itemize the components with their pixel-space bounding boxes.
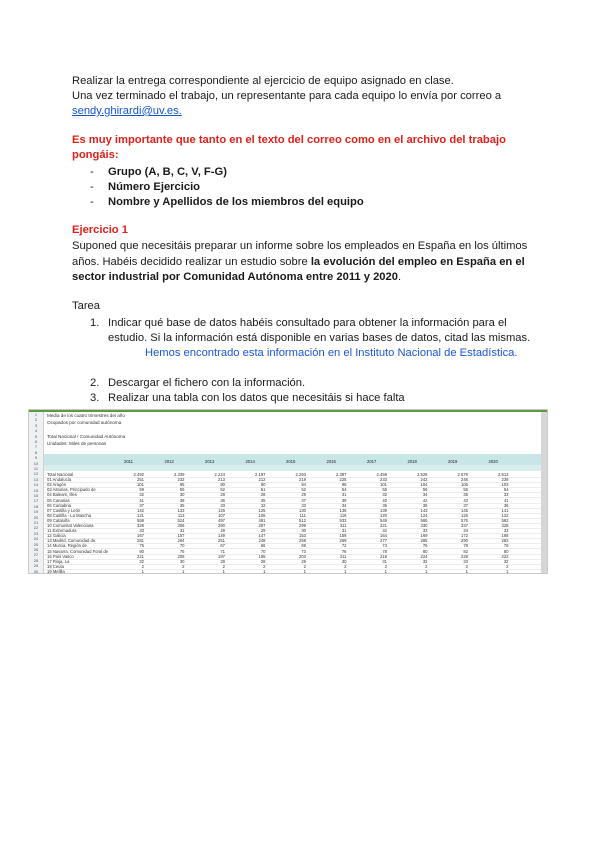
bullet-dash: -: [90, 181, 94, 193]
sheet-value-cell: 71: [220, 548, 225, 554]
sheet-region-label: 06 Cantabria: [47, 502, 71, 508]
sheet-value-cell: 126: [218, 507, 225, 513]
sheet-value-cell: 36: [220, 497, 225, 503]
sheet-value-cell: 36: [503, 502, 509, 508]
sheet-row-number: 17: [33, 498, 39, 504]
sheet-value-cell: 67: [220, 543, 225, 549]
task-number-2: 2.: [90, 377, 100, 389]
sheet-value-cell: 104: [420, 482, 428, 488]
email-line: [72, 104, 182, 119]
sheet-value-cell: 2: [506, 563, 509, 569]
sheet-value-cell: 107: [218, 512, 225, 518]
sheet-value-cell: 133: [177, 507, 185, 513]
sheet-region-label: 08 Castilla - La Mancha: [47, 512, 91, 518]
sheet-value-cell: 290: [218, 523, 225, 528]
sheet-value-cell: 56: [422, 487, 428, 493]
requirement-group: Grupo (A, B, C, V, F-G): [108, 166, 227, 178]
sheet-note-4: Unidades: Miles de personas: [47, 441, 107, 446]
sheet-value-cell: 32: [382, 492, 387, 498]
sheet-region-label: 01 Andalucía: [47, 477, 72, 483]
sheet-value-cell: 80: [422, 548, 428, 554]
sheet-row-number: 8: [34, 449, 38, 455]
sheet-value-cell: 232: [177, 477, 185, 483]
sheet-value-cell: 167: [137, 533, 144, 539]
sheet-region-label: 13 Madrid, Comunidad de: [47, 538, 96, 544]
exercise-paragraph-line-2: [72, 255, 525, 270]
sheet-value-cell: 549: [380, 517, 387, 523]
sheet-value-cell: 139: [380, 507, 387, 513]
task-1-line-2: estudio. Si la información está disponible en varias bases de datos, citad las mismas.: [108, 332, 531, 344]
sheet-row-number: 10: [33, 460, 39, 466]
sheet-value-cell: 2: [344, 563, 347, 569]
sheet-value-cell: 2: [263, 563, 266, 569]
sheet-value-cell: 124: [420, 512, 428, 518]
sheet-region-label: 10 Comunitat Valenciana: [47, 523, 94, 528]
sheet-value-cell: 283: [501, 538, 509, 544]
sheet-value-cell: 43: [463, 497, 468, 503]
sheet-row-number: 11: [33, 466, 39, 471]
sheet-value-cell: 32: [503, 558, 509, 564]
sheet-value-cell: 576: [461, 517, 468, 523]
sheet-value-cell: 242: [420, 477, 428, 483]
sheet-value-cell: 2.459: [376, 472, 387, 477]
sheet-value-cell: 33: [503, 492, 509, 498]
sheet-value-cell: 35: [463, 492, 468, 498]
sheet-row-number: 27: [33, 552, 39, 558]
sheet-value-cell: 2: [303, 563, 306, 569]
sheet-value-cell: 66: [260, 543, 266, 549]
task-2-line-1: Descargar el fichero con la información.: [108, 377, 306, 389]
sheet-value-cell: 1: [344, 568, 347, 574]
task-number-3: 3.: [90, 392, 100, 404]
sheet-value-cell: 31: [341, 492, 347, 498]
sheet-value-cell: 213: [218, 477, 225, 483]
sheet-value-cell: 76: [341, 548, 347, 554]
sheet-header-band: [44, 454, 547, 465]
sheet-value-cell: 512: [299, 517, 306, 523]
task-number-1: 1.: [90, 317, 100, 329]
sheet-value-cell: 248: [258, 538, 266, 544]
sheet-region-label: 03 Asturias, Principado de: [47, 487, 96, 493]
sheet-row-number: 26: [33, 547, 39, 552]
sheet-value-cell: 29: [260, 528, 266, 534]
sheet-value-cell: 1: [506, 568, 509, 574]
sheet-region-label: 02 Aragón: [47, 482, 67, 488]
sheet-year-header: 2020: [488, 459, 498, 464]
sheet-value-cell: 2: [182, 563, 185, 569]
sheet-value-cell: 491: [258, 517, 266, 523]
sheet-value-cell: 80: [503, 548, 509, 554]
sheet-value-cell: 258: [299, 538, 306, 544]
sheet-value-cell: 1: [182, 568, 185, 574]
sheet-value-cell: 2.528: [417, 472, 428, 477]
sheet-region-label: 11 Extremadura: [47, 528, 77, 534]
sheet-value-cell: 90: [260, 482, 266, 488]
sheet-value-cell: 32: [139, 558, 144, 564]
sheet-value-cell: 143: [420, 507, 428, 513]
sheet-value-cell: 565: [420, 517, 428, 523]
sheet-value-cell: 328: [501, 523, 509, 528]
sheet-value-cell: 562: [501, 517, 509, 523]
sheet-row-number: 16: [33, 493, 39, 498]
sheet-year-header: 2014: [245, 459, 255, 464]
sheet-value-cell: 1: [303, 568, 306, 574]
sheet-year-header: 2013: [205, 459, 215, 464]
sheet-value-cell: 52: [220, 487, 225, 493]
sheet-value-cell: 2.224: [214, 472, 225, 477]
sheet-value-cell: 159: [339, 533, 347, 539]
sheet-value-cell: 153: [299, 533, 306, 539]
exercise-p3-bold: sector industrial por Comunidad Autónoma entre 2011 y 2020: [72, 271, 398, 283]
sheet-value-cell: 37: [301, 497, 306, 503]
sheet-value-cell: 72: [341, 543, 347, 549]
sheet-value-cell: 82: [463, 548, 468, 554]
sheet-value-cell: 311: [339, 523, 347, 528]
sheet-value-cell: 172: [461, 533, 468, 539]
sheet-value-cell: 122: [501, 512, 509, 518]
sheet-value-cell: 70: [260, 548, 266, 554]
sheet-row-numbers: [29, 412, 44, 573]
sheet-value-cell: 157: [177, 533, 185, 539]
sheet-value-cell: 111: [299, 512, 306, 518]
task-3-line-1: Realizar una tabla con los datos que necesitáis si hace falta: [108, 392, 405, 404]
sheet-value-cell: 32: [382, 528, 387, 534]
sheet-row-number: 5: [34, 433, 38, 439]
sheet-value-cell: 116: [339, 512, 347, 518]
sheet-value-cell: 2: [465, 563, 468, 569]
sheet-value-cell: 103: [501, 482, 509, 488]
sheet-subheader-band: [44, 465, 547, 471]
sheet-value-cell: 69: [301, 543, 306, 549]
sheet-row-number: 24: [33, 536, 39, 542]
sheet-value-cell: 33: [139, 528, 144, 534]
sheet-value-cell: 55: [179, 487, 185, 493]
sheet-year-header: 2017: [367, 459, 377, 464]
sheet-value-cell: 2.387: [336, 472, 347, 477]
sheet-value-cell: 28: [220, 558, 225, 564]
sheet-value-cell: 59: [139, 487, 144, 493]
sheet-row-number: 22: [33, 525, 39, 531]
sheet-row-number: 14: [33, 482, 39, 488]
intro-line-1: Realizar la entrega correspondiente al ejercicio de equipo asignado en clase.: [72, 75, 454, 87]
warning-line-1: Es muy importante que tanto en el texto del correo como en el archivo del trabajo: [72, 134, 506, 146]
requirement-exercise-number: Número Ejercicio: [108, 181, 201, 193]
sheet-value-cell: 1: [384, 568, 387, 574]
spreadsheet-screenshot: [28, 409, 548, 574]
sheet-value-cell: 120: [380, 512, 387, 518]
exercise-p2-start: años. Habéis decidido realizar un estudio sobre: [72, 256, 311, 268]
sheet-value-cell: 33: [301, 502, 306, 508]
sheet-row-number: 18: [33, 503, 39, 509]
sheet-row-number: 30: [33, 568, 39, 574]
sheet-value-cell: 29: [220, 528, 225, 534]
sheet-value-cell: 101: [380, 482, 387, 488]
sheet-value-cell: 2: [141, 563, 144, 569]
sheet-value-cell: 94: [301, 482, 306, 488]
sheet-value-cell: 78: [382, 548, 387, 554]
sheet-row-number: 12: [33, 471, 39, 477]
bullet-dash: -: [90, 196, 94, 208]
sheet-value-cell: 41: [139, 497, 144, 503]
sheet-row-number: 1: [34, 412, 38, 417]
sheet-value-cell: 33: [422, 528, 428, 534]
sheet-value-cell: 497: [218, 517, 225, 523]
sheet-value-cell: 2.492: [133, 472, 144, 477]
sheet-year-header: 2019: [448, 459, 458, 464]
sheet-year-header: 2011: [124, 459, 134, 464]
sheet-value-cell: 2.197: [255, 472, 266, 477]
sheet-region-label: 16 País Vasco: [47, 553, 74, 559]
sheet-value-cell: 169: [420, 533, 428, 539]
sheet-value-cell: 35: [382, 502, 387, 508]
sheet-value-cell: 121: [137, 512, 144, 518]
sheet-value-cell: 73: [301, 548, 306, 554]
sheet-value-cell: 2: [384, 563, 387, 569]
sheet-value-cell: 28: [260, 558, 266, 564]
sheet-value-cell: 78: [463, 543, 468, 549]
sheet-value-cell: 147: [258, 533, 266, 539]
sheet-value-cell: 1: [222, 568, 225, 574]
sheet-value-cell: 28: [260, 492, 266, 498]
sheet-row-number: 15: [33, 487, 39, 493]
sheet-value-cell: 197: [218, 553, 225, 559]
sheet-value-cell: 558: [137, 517, 144, 523]
sheet-value-cell: 285: [420, 538, 428, 544]
sheet-value-cell: 225: [339, 477, 347, 483]
sheet-value-cell: 30: [179, 558, 185, 564]
sheet-value-cell: 36: [422, 502, 428, 508]
sheet-value-cell: 42: [422, 497, 428, 503]
sheet-value-cell: 80: [139, 548, 144, 554]
sheet-row-number: 9: [34, 455, 38, 461]
sheet-year-header: 2012: [164, 459, 174, 464]
sheet-region-label: 12 Galicia: [47, 533, 66, 539]
sheet-value-cell: 145: [461, 507, 468, 513]
sheet-value-cell: 1: [141, 568, 144, 574]
sheet-value-cell: 142: [137, 507, 144, 513]
sheet-value-cell: 126: [461, 512, 468, 518]
sheet-value-cell: 31: [341, 528, 347, 534]
sheet-row-number: 6: [34, 439, 38, 444]
requirement-team-names: Nombre y Apellidos de los miembros del equipo: [108, 196, 364, 208]
sheet-value-cell: 1: [263, 568, 266, 574]
sheet-value-cell: 31: [179, 528, 185, 534]
sheet-value-cell: 29: [301, 558, 306, 564]
sheet-region-label: 18 Ceuta: [47, 563, 64, 569]
sheet-row-number: 13: [33, 476, 39, 482]
sheet-value-cell: 40: [382, 497, 387, 503]
sheet-value-cell: 164: [380, 533, 387, 539]
sheet-value-cell: 130: [299, 507, 306, 513]
sheet-value-cell: 54: [503, 487, 509, 493]
sheet-row-number: 21: [33, 520, 39, 525]
sheet-value-cell: 1: [465, 568, 468, 574]
sheet-value-cell: 2: [425, 563, 428, 569]
sheet-value-cell: 95: [179, 482, 185, 488]
sheet-value-cell: 125: [258, 507, 266, 513]
sheet-value-cell: 218: [380, 553, 387, 559]
sheet-note-2: Ocupados por comunidad autónoma: [47, 420, 122, 425]
sheet-value-cell: 212: [258, 477, 266, 483]
sheet-value-cell: 37: [463, 502, 468, 508]
sheet-region-label: 14 Murcia, Región de: [47, 543, 87, 549]
exercise-paragraph-line-3: [72, 270, 401, 285]
sheet-value-cell: 264: [177, 538, 185, 544]
sheet-value-cell: 33: [503, 528, 509, 534]
sheet-value-cell: 2.293: [295, 472, 306, 477]
sheet-value-cell: 203: [299, 553, 306, 559]
sheet-value-cell: 30: [341, 558, 347, 564]
sheet-value-cell: 106: [461, 482, 468, 488]
sheet-value-cell: 113: [177, 512, 185, 518]
sheet-note-1: Media de los cuatro trimestres del año: [47, 413, 125, 418]
sheet-value-cell: 29: [301, 492, 306, 498]
sheet-value-cell: 30: [301, 528, 306, 534]
sheet-row-number: 19: [33, 509, 39, 515]
sheet-value-cell: 39: [341, 497, 347, 503]
sheet-region-label: 05 Canarias: [47, 497, 70, 503]
sheet-value-cell: 70: [179, 543, 185, 549]
sheet-value-cell: 2.339: [174, 472, 185, 477]
sheet-value-cell: 34: [463, 528, 468, 534]
sheet-row-number: 23: [33, 530, 39, 536]
sheet-value-cell: 76: [503, 543, 509, 549]
sheet-top-bar: [29, 410, 547, 412]
sheet-row-number: 3: [34, 422, 38, 428]
task-1-line-1: Indicar qué base de datos habéis consultado para obtener la información para el: [108, 317, 507, 329]
sheet-value-cell: 31: [382, 558, 387, 564]
sheet-value-cell: 34: [422, 492, 428, 498]
sheet-value-cell: 251: [218, 538, 225, 544]
sheet-value-cell: 287: [258, 523, 266, 528]
exercise-title: Ejercicio 1: [72, 224, 128, 236]
sheet-value-cell: 299: [299, 523, 306, 528]
sheet-value-cell: 306: [177, 523, 185, 528]
sheet-value-cell: 239: [501, 477, 509, 483]
sheet-region-label: 19 Melilla: [47, 568, 65, 574]
sheet-value-cell: 32: [422, 558, 428, 564]
sheet-year-header: 2018: [407, 459, 417, 464]
sheet-value-cell: 330: [420, 523, 428, 528]
sheet-row-number: 29: [33, 563, 39, 569]
sheet-value-cell: 30: [179, 492, 185, 498]
sheet-row-number: 4: [34, 428, 38, 434]
sheet-value-cell: 269: [339, 538, 347, 544]
sheet-region-label: Total Nacional: [47, 472, 74, 477]
sheet-value-cell: 54: [341, 487, 347, 493]
sheet-value-cell: 37: [139, 502, 144, 508]
exercise-paragraph-line-1: Suponed que necesitáis preparar un informe sobre los empleados en España en los últimos: [72, 240, 528, 252]
sheet-row-number: 28: [33, 557, 39, 563]
sheet-value-cell: 75: [179, 548, 185, 554]
sheet-value-cell: 524: [177, 517, 185, 523]
sheet-value-cell: 76: [422, 543, 428, 549]
sheet-row-number: 7: [34, 444, 38, 450]
sheet-value-cell: 51: [260, 487, 266, 493]
bullet-dash: -: [90, 166, 94, 178]
sheet-value-cell: 2.513: [498, 472, 509, 477]
sheet-value-cell: 52: [301, 487, 306, 493]
sheet-value-cell: 141: [501, 507, 509, 513]
sheet-value-cell: 221: [137, 553, 144, 559]
sheet-value-cell: 277: [380, 538, 387, 544]
sheet-value-cell: 290: [461, 538, 468, 544]
sheet-value-cell: 251: [137, 477, 144, 483]
sheet-value-cell: 337: [461, 523, 468, 528]
sheet-note-3: Total Nacional / Comunidad Autónoma: [47, 434, 126, 439]
sheet-value-cell: 168: [501, 533, 509, 539]
sheet-value-cell: 281: [137, 538, 144, 544]
sheet-value-cell: 33: [220, 502, 225, 508]
intro-line-2: Una vez terminado el trabajo, un representante para cada equipo lo envía por correo a: [72, 90, 502, 102]
sheet-value-cell: 56: [463, 487, 468, 493]
sheet-value-cell: 75: [139, 543, 144, 549]
sheet-value-cell: 74: [382, 543, 387, 549]
sheet-value-cell: 28: [220, 492, 225, 498]
sheet-value-cell: 233: [380, 477, 387, 483]
sheet-value-cell: 246: [461, 477, 468, 483]
sheet-value-cell: 35: [260, 497, 266, 503]
sheet-row-number: 2: [34, 417, 38, 423]
sheet-value-cell: 32: [260, 502, 266, 508]
sheet-value-cell: 38: [179, 497, 185, 503]
sheet-value-cell: 101: [137, 482, 144, 488]
sheet-value-cell: 1: [425, 568, 428, 574]
sheet-value-cell: 41: [503, 497, 509, 503]
sheet-value-cell: 211: [339, 553, 347, 559]
sheet-value-cell: 224: [420, 553, 428, 559]
sheet-region-label: 15 Navarra, Comunidad Foral de: [47, 548, 108, 554]
task-answer: Hemos encontrado esta información en el Instituto Nacional de Estadística.: [145, 347, 518, 359]
sheet-row-number: 25: [33, 541, 39, 547]
sheet-region-label: 09 Cataluña: [47, 517, 70, 523]
task-heading: Tarea: [72, 300, 100, 312]
sheet-region-label: 17 Rioja, La: [47, 558, 70, 564]
sheet-value-cell: 228: [461, 553, 468, 559]
sheet-value-cell: 90: [220, 482, 225, 488]
sheet-region-label: 04 Balears, Illes: [47, 492, 77, 498]
sheet-year-header: 2016: [326, 459, 336, 464]
exercise-p3-end: .: [397, 271, 402, 283]
sheet-value-cell: 33: [463, 558, 468, 564]
warning-line-2: pongáis:: [72, 149, 119, 161]
sheet-value-cell: 32: [139, 492, 144, 498]
sheet-value-cell: 98: [341, 482, 347, 488]
sheet-value-cell: 106: [258, 512, 266, 518]
sheet-value-cell: 222: [501, 553, 509, 559]
sheet-value-cell: 533: [339, 517, 347, 523]
sheet-region-label: 07 Castilla y León: [47, 507, 81, 513]
sheet-row-number: 20: [33, 514, 39, 520]
sheet-value-cell: 195: [258, 553, 266, 559]
sheet-value-cell: 135: [339, 507, 347, 513]
sheet-value-cell: 2: [222, 563, 225, 569]
sheet-value-cell: 208: [177, 553, 185, 559]
sheet-value-cell: 326: [137, 523, 144, 528]
email-link[interactable]: sendy.ghirardi@uv.es.: [72, 105, 182, 117]
sheet-value-cell: 321: [380, 523, 387, 528]
sheet-value-cell: 219: [299, 477, 306, 483]
sheet-value-cell: 35: [179, 502, 185, 508]
sheet-scrollbar[interactable]: [541, 412, 547, 573]
sheet-value-cell: 34: [341, 502, 347, 508]
sheet-value-cell: 55: [382, 487, 387, 493]
exercise-p2-bold: la evolución del empleo en España en el: [310, 256, 525, 268]
sheet-value-cell: 149: [218, 533, 225, 539]
sheet-value-cell: 2.576: [457, 472, 468, 477]
sheet-year-header: 2015: [286, 459, 296, 464]
